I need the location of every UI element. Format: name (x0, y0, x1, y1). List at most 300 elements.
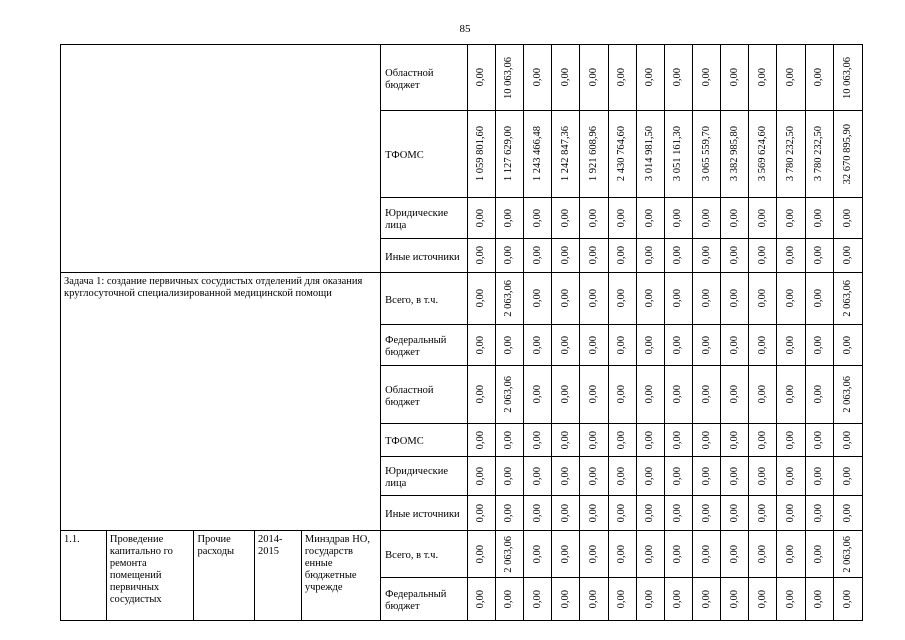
cell-value: 0,00 (672, 503, 684, 523)
cell-value: 0,00 (503, 503, 515, 523)
amount-cell (636, 578, 664, 621)
cell-value: 0,00 (785, 466, 797, 486)
amount-cell (777, 531, 805, 578)
cell-value: 0,00 (559, 430, 571, 450)
cell-value: 0,00 (475, 246, 487, 265)
cell-value: 0,00 (616, 589, 628, 609)
amount-cell (636, 366, 664, 424)
amount-cell (777, 496, 805, 531)
amount-cell (749, 45, 777, 111)
amount-cell (524, 239, 552, 273)
funding-source (381, 325, 468, 366)
cell-value: 0,00 (475, 466, 487, 486)
amount-cell (467, 198, 495, 239)
cell-value: 0,00 (587, 68, 599, 87)
cell-value: 0,00 (531, 246, 543, 265)
cell-value: 0,00 (756, 246, 768, 265)
amount-cell (636, 531, 664, 578)
amount-cell (552, 578, 580, 621)
amount-cell (692, 366, 720, 424)
cell-value: 0,00 (728, 430, 740, 450)
amount-cell (524, 496, 552, 531)
amount-cell (833, 325, 862, 366)
cell-value: 0,00 (587, 544, 599, 564)
amount-cell (524, 198, 552, 239)
cell-value: 0,00 (813, 544, 825, 564)
amount-cell (524, 457, 552, 496)
cell-value: 0,00 (587, 246, 599, 265)
cell-value: 0,00 (644, 246, 656, 265)
amount-cell (833, 457, 862, 496)
amount-cell (833, 531, 862, 578)
cell-value: 0,00 (644, 335, 656, 355)
cell-value: 0,00 (728, 289, 740, 308)
amount-cell (552, 239, 580, 273)
amount-cell (552, 496, 580, 531)
cell-value: 0,00 (559, 466, 571, 486)
amount-cell (805, 45, 833, 111)
amount-cell (805, 457, 833, 496)
amount-cell (467, 366, 495, 424)
cell-value: 0,00 (587, 289, 599, 308)
amount-cell (608, 531, 636, 578)
amount-cell (636, 496, 664, 531)
cell-value: 0,00 (644, 289, 656, 308)
cell-value: 0,00 (785, 246, 797, 265)
cell-value: 0,00 (559, 385, 571, 404)
amount-cell (777, 239, 805, 273)
cell-value: 0,00 (672, 246, 684, 265)
amount-cell (467, 273, 495, 325)
amount-cell (692, 531, 720, 578)
amount-cell (580, 578, 608, 621)
cell-value: 0,00 (503, 246, 515, 265)
cell-value: 0,00 (813, 466, 825, 486)
cell-value: 3 065 559,70 (700, 126, 712, 182)
amount-cell (721, 496, 749, 531)
funding-source (381, 111, 468, 198)
cell-value: 0,00 (728, 68, 740, 87)
cell-value: 0,00 (644, 208, 656, 228)
amount-cell (721, 325, 749, 366)
cell-value: 1 243 466,48 (531, 126, 543, 182)
amount-cell (777, 366, 805, 424)
amount-cell (833, 366, 862, 424)
cell-value: 0,00 (813, 589, 825, 609)
cell-value: 0,00 (700, 68, 712, 87)
amount-cell (777, 457, 805, 496)
cell-value: 0,00 (644, 466, 656, 486)
cell-value: 2 063,06 (503, 376, 515, 413)
amount-cell (636, 239, 664, 273)
cell-value: 0,00 (841, 466, 853, 486)
cell-value: 0,00 (756, 208, 768, 228)
cell-value: 0,00 (700, 544, 712, 564)
amount-cell (664, 325, 692, 366)
cell-value: 32 670 895,90 (841, 123, 853, 185)
amount-cell (467, 496, 495, 531)
cell-value: 0,00 (728, 385, 740, 404)
amount-cell (833, 198, 862, 239)
cell-value: 0,00 (559, 289, 571, 308)
amount-cell (749, 198, 777, 239)
amount-cell (495, 198, 523, 239)
amount-cell (805, 239, 833, 273)
amount-cell (833, 273, 862, 325)
funding-source-label: Всего, в т.ч. (385, 294, 439, 306)
amount-cell (580, 457, 608, 496)
amount-cell (552, 273, 580, 325)
table-row (61, 531, 863, 578)
amount-cell (524, 111, 552, 198)
cell-value: 0,00 (644, 544, 656, 564)
cell-value: 0,00 (644, 503, 656, 523)
amount-cell (721, 111, 749, 198)
funding-source-label: Юридические лица (385, 466, 449, 489)
amount-cell (664, 578, 692, 621)
funding-source-label: Федеральный бюджет (385, 589, 447, 612)
amount-cell (636, 457, 664, 496)
cell-value: 0,00 (616, 246, 628, 265)
cell-value: 3 780 232,50 (785, 126, 797, 182)
amount-cell (524, 531, 552, 578)
cell-value: 0,00 (813, 68, 825, 87)
cell-value: 0,00 (785, 289, 797, 308)
amount-cell (467, 111, 495, 198)
amount-cell (608, 457, 636, 496)
cell-value: 0,00 (672, 208, 684, 228)
cell-value: 0,00 (644, 68, 656, 87)
amount-cell (608, 578, 636, 621)
amount-cell (664, 457, 692, 496)
cell-value: 0,00 (785, 385, 797, 404)
amount-cell (580, 531, 608, 578)
amount-cell (833, 424, 862, 457)
cell-value: 0,00 (841, 335, 853, 355)
cell-value: 0,00 (475, 289, 487, 308)
amount-cell (777, 273, 805, 325)
amount-cell (495, 45, 523, 111)
cell-value: 0,00 (841, 208, 853, 228)
amount-cell (580, 111, 608, 198)
amount-cell (721, 531, 749, 578)
amount-cell (608, 239, 636, 273)
amount-cell (580, 424, 608, 457)
amount-cell (580, 198, 608, 239)
amount-cell (524, 325, 552, 366)
amount-cell (552, 198, 580, 239)
cell-value: 0,00 (700, 503, 712, 523)
amount-cell (805, 273, 833, 325)
amount-cell (777, 325, 805, 366)
amount-cell (580, 366, 608, 424)
amount-cell (636, 273, 664, 325)
cell-value: 0,00 (756, 544, 768, 564)
funding-source (381, 45, 468, 111)
cell-value: 0,00 (531, 208, 543, 228)
cell-value: 1 921 608,96 (587, 126, 599, 182)
cell-value: 0,00 (475, 68, 487, 87)
funding-source-label: Юридические лица (385, 208, 449, 231)
cell-value: 0,00 (756, 385, 768, 404)
amount-cell (552, 424, 580, 457)
amount-cell (495, 273, 523, 325)
funding-source (381, 239, 468, 273)
cell-value: 1 242 847,36 (559, 126, 571, 182)
cell-value: 0,00 (587, 385, 599, 404)
cell-value: 0,00 (700, 385, 712, 404)
amount-cell (833, 496, 862, 531)
cell-value: 0,00 (559, 246, 571, 265)
amount-cell (692, 273, 720, 325)
cell-value: 0,00 (559, 335, 571, 355)
cell-value: 0,00 (531, 544, 543, 564)
cell-value: 0,00 (559, 68, 571, 87)
amount-cell (495, 496, 523, 531)
funding-source-label: Иные источники (385, 251, 460, 263)
amount-cell (692, 457, 720, 496)
cell-value: 0,00 (700, 289, 712, 308)
funding-source (381, 457, 468, 496)
cell-value: 0,00 (728, 544, 740, 564)
cell-value: 0,00 (587, 589, 599, 609)
amount-cell (721, 578, 749, 621)
amount-cell (636, 325, 664, 366)
amount-cell (833, 111, 862, 198)
cell-value: 0,00 (531, 289, 543, 308)
amount-cell (524, 578, 552, 621)
item-type: Прочие расходы (194, 531, 254, 621)
amount-cell (552, 325, 580, 366)
cell-value: 1 059 801,60 (475, 126, 487, 182)
cell-value: 0,00 (700, 589, 712, 609)
cell-value: 0,00 (644, 385, 656, 404)
amount-cell (636, 198, 664, 239)
cell-value: 0,00 (616, 385, 628, 404)
amount-cell (692, 578, 720, 621)
amount-cell (833, 239, 862, 273)
cell-value: 0,00 (503, 430, 515, 450)
cell-value: 0,00 (756, 68, 768, 87)
cell-value: 0,00 (475, 544, 487, 564)
cell-value: 2 063,06 (503, 535, 515, 573)
amount-cell (664, 111, 692, 198)
cell-value: 0,00 (587, 466, 599, 486)
cell-value: 0,00 (531, 466, 543, 486)
amount-cell (664, 496, 692, 531)
cell-value: 0,00 (813, 289, 825, 308)
amount-cell (608, 198, 636, 239)
cell-value: 2 063,06 (841, 280, 853, 317)
cell-value: 2 430 764,60 (616, 126, 628, 182)
cell-value: 0,00 (700, 430, 712, 450)
funding-source-label: Федеральный бюджет (385, 335, 447, 358)
amount-cell (749, 239, 777, 273)
amount-cell (524, 424, 552, 457)
amount-cell (721, 366, 749, 424)
amount-cell (580, 325, 608, 366)
amount-cell (805, 111, 833, 198)
amount-cell (608, 273, 636, 325)
cell-value: 0,00 (559, 503, 571, 523)
cell-value: 0,00 (785, 335, 797, 355)
cell-value: 2 063,06 (841, 535, 853, 573)
funding-source-label: Областной бюджет (385, 67, 434, 91)
cell-value: 10 063,06 (503, 56, 515, 99)
amount-cell (692, 239, 720, 273)
amount-cell (664, 424, 692, 457)
cell-value: 0,00 (728, 589, 740, 609)
cell-value: 0,00 (503, 208, 515, 228)
budget-table (60, 44, 863, 621)
amount-cell (721, 273, 749, 325)
cell-value: 0,00 (616, 289, 628, 308)
amount-cell (467, 457, 495, 496)
amount-cell (495, 239, 523, 273)
cell-value: 0,00 (813, 503, 825, 523)
cell-value: 0,00 (672, 430, 684, 450)
cell-value: 0,00 (785, 208, 797, 228)
amount-cell (467, 578, 495, 621)
amount-cell (692, 45, 720, 111)
cell-value: 0,00 (841, 589, 853, 609)
cell-value: 0,00 (841, 246, 853, 265)
cell-value: 0,00 (672, 589, 684, 609)
amount-cell (636, 111, 664, 198)
amount-cell (721, 457, 749, 496)
funding-source (381, 366, 468, 424)
cell-value: 0,00 (503, 335, 515, 355)
table-row (61, 273, 863, 325)
amount-cell (608, 366, 636, 424)
cell-value: 0,00 (756, 466, 768, 486)
cell-value: 0,00 (475, 503, 487, 523)
cell-value: 0,00 (644, 589, 656, 609)
cell-value: 0,00 (587, 335, 599, 355)
cell-value: 3 014 981,50 (644, 126, 656, 182)
cell-value: 0,00 (503, 466, 515, 486)
amount-cell (805, 366, 833, 424)
cell-value: 0,00 (672, 289, 684, 308)
cell-value: 0,00 (559, 208, 571, 228)
cell-value: 0,00 (503, 589, 515, 609)
amount-cell (692, 198, 720, 239)
amount-cell (833, 45, 862, 111)
amount-cell (805, 496, 833, 531)
amount-cell (495, 457, 523, 496)
cell-value: 0,00 (616, 544, 628, 564)
cell-value: 0,00 (531, 430, 543, 450)
amount-cell (805, 198, 833, 239)
amount-cell (749, 531, 777, 578)
amount-cell (692, 496, 720, 531)
amount-cell (664, 45, 692, 111)
amount-cell (495, 531, 523, 578)
cell-value: 0,00 (672, 544, 684, 564)
cell-value: 0,00 (475, 430, 487, 450)
amount-cell (552, 45, 580, 111)
task-description: Задача 1: создание первичных сосудистых отделений для оказания круглосуточной специализированной медицинской помощи (61, 273, 381, 531)
funding-source-label: Областной бюджет (385, 384, 434, 408)
cell-value: 0,00 (756, 289, 768, 308)
cell-value: 0,00 (841, 430, 853, 450)
funding-source-label: ТФОМС (385, 150, 424, 161)
cell-value: 0,00 (531, 385, 543, 404)
amount-cell (664, 273, 692, 325)
funding-source (381, 531, 468, 578)
cell-value: 0,00 (813, 246, 825, 265)
cell-value: 0,00 (475, 335, 487, 355)
cell-value: 0,00 (559, 589, 571, 609)
cell-value: 0,00 (587, 208, 599, 228)
amount-cell (636, 424, 664, 457)
amount-cell (495, 111, 523, 198)
funding-source (381, 273, 468, 325)
cell-value: 0,00 (700, 466, 712, 486)
amount-cell (608, 111, 636, 198)
amount-cell (664, 366, 692, 424)
amount-cell (805, 578, 833, 621)
item-period: 2014-2015 (254, 531, 301, 621)
amount-cell (495, 366, 523, 424)
amount-cell (664, 531, 692, 578)
blank-description-cell (61, 45, 381, 273)
amount-cell (664, 239, 692, 273)
amount-cell (467, 424, 495, 457)
cell-value: 0,00 (672, 385, 684, 404)
amount-cell (467, 239, 495, 273)
amount-cell (552, 111, 580, 198)
cell-value: 0,00 (559, 544, 571, 564)
cell-value: 0,00 (785, 544, 797, 564)
cell-value: 0,00 (813, 430, 825, 450)
cell-value: 0,00 (672, 335, 684, 355)
amount-cell (805, 325, 833, 366)
amount-cell (805, 424, 833, 457)
item-number: 1.1. (61, 531, 107, 621)
amount-cell (552, 366, 580, 424)
cell-value: 0,00 (813, 385, 825, 404)
cell-value: 0,00 (813, 208, 825, 228)
cell-value: 0,00 (728, 246, 740, 265)
cell-value: 0,00 (756, 430, 768, 450)
cell-value: 0,00 (700, 208, 712, 228)
cell-value: 0,00 (616, 335, 628, 355)
amount-cell (580, 239, 608, 273)
cell-value: 0,00 (644, 430, 656, 450)
funding-source (381, 198, 468, 239)
funding-source-label: Иные источники (385, 509, 460, 520)
amount-cell (777, 45, 805, 111)
amount-cell (749, 578, 777, 621)
cell-value: 0,00 (756, 503, 768, 523)
amount-cell (749, 366, 777, 424)
cell-value: 0,00 (531, 68, 543, 87)
cell-value: 2 063,06 (503, 280, 515, 317)
cell-value: 0,00 (672, 466, 684, 486)
cell-value: 0,00 (475, 208, 487, 228)
amount-cell (721, 424, 749, 457)
amount-cell (495, 424, 523, 457)
cell-value: 0,00 (616, 68, 628, 87)
amount-cell (608, 424, 636, 457)
cell-value: 0,00 (728, 466, 740, 486)
cell-value: 0,00 (728, 208, 740, 228)
cell-value: 0,00 (672, 68, 684, 87)
funding-source-label: Всего, в т.ч. (385, 550, 439, 561)
amount-cell (749, 325, 777, 366)
cell-value: 0,00 (700, 246, 712, 265)
